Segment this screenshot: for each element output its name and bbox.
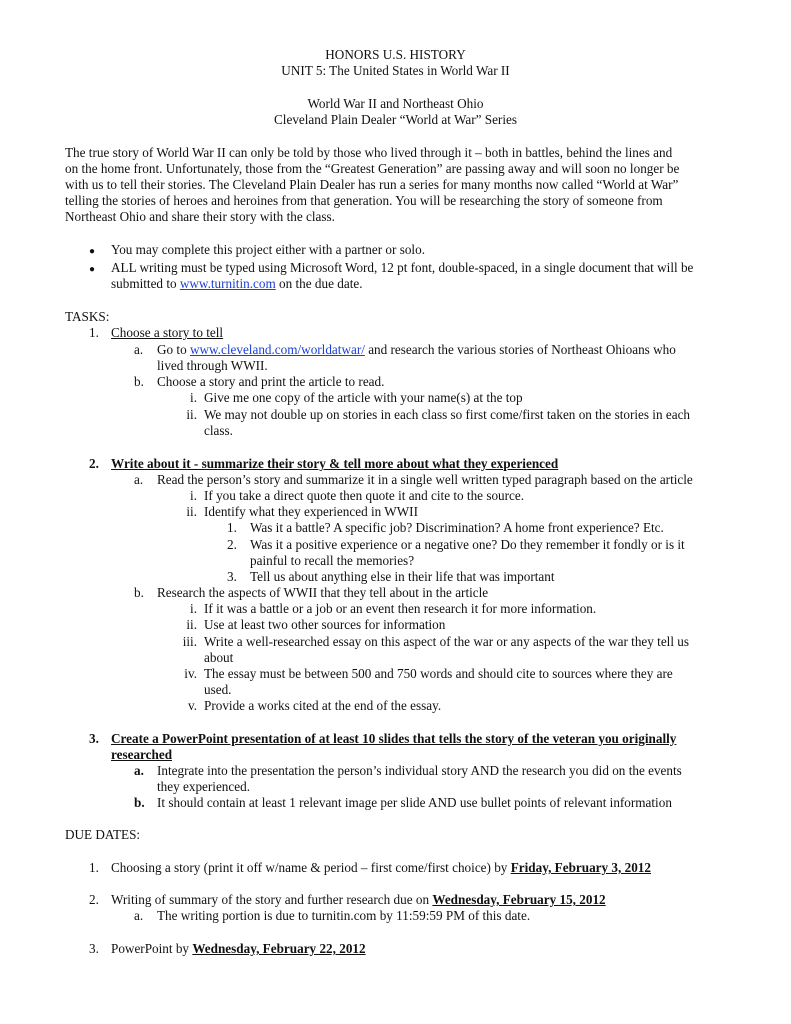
due-date-3	[111, 941, 366, 957]
item-label: b.	[134, 374, 144, 389]
due-text: Writing of summary of the story and further research due on	[111, 892, 433, 907]
bullet-text-part: on the due date.	[275, 276, 363, 291]
task-2-n2-text: painful to recall the memories?	[250, 553, 415, 568]
intro-line: on the home front. Unfortunately, those from the “Greatest Generation” are passing away and will soon no longer be	[65, 161, 680, 176]
task-2-a-text: Read the person’s story and summarize it in a single well written typed paragraph based on the article	[157, 472, 693, 487]
task-2-n1-text: Was it a battle? A specific job? Discrimination? A home front experience? Etc.	[250, 520, 664, 535]
item-label: i.	[190, 390, 197, 405]
due-number: 3.	[89, 941, 99, 956]
item-label: i.	[190, 601, 197, 616]
item-label: 1.	[227, 520, 237, 535]
task-number: 1.	[89, 325, 99, 340]
turnitin-link[interactable]: www.turnitin.com	[179, 276, 276, 291]
task-3-a-text: Integrate into the presentation the person’s individual story AND the research you did on the events	[157, 763, 682, 778]
task-3-title: Create a PowerPoint presentation of at least 10 slides that tells the story of the veteran you originally	[111, 731, 677, 746]
item-label: iii.	[182, 634, 197, 649]
task-2-a-ii-text: Identify what they experienced in WWII	[204, 504, 418, 519]
task-1-i-text: Give me one copy of the article with your name(s) at the top	[204, 390, 523, 405]
due-text: PowerPoint by	[111, 941, 193, 956]
bullet-text: ALL writing must be typed using Microsoft Word, 12 pt font, double-spaced, in a single document that will be	[111, 260, 694, 275]
task-1-ii-text: We may not double up on stories in each class so first come/first taken on the stories in each	[204, 407, 691, 422]
task-3-b-text: It should contain at least 1 relevant image per slide AND use bullet points of relevant information	[157, 795, 672, 810]
item-label: v.	[187, 698, 197, 713]
due-text: Choosing a story (print it off w/name & period – first come/first choice) by	[111, 860, 511, 875]
tasks-heading: TASKS:	[65, 309, 110, 324]
item-label: a.	[134, 908, 144, 923]
intro-line: with us to tell their stories. The Cleveland Plain Dealer has run a series for many months now called “World at War”	[65, 177, 679, 192]
item-label: b.	[134, 795, 145, 810]
task-2-b-i-text: If it was a battle or a job or an event then research it for more information.	[204, 601, 597, 616]
item-label: a.	[134, 342, 144, 357]
text-part: and research the various stories of Northeast Ohioans who	[364, 342, 676, 357]
series-title: Cleveland Plain Dealer “World at War” Series	[274, 112, 517, 127]
due-number: 1.	[89, 860, 99, 875]
due-number: 2.	[89, 892, 99, 907]
task-1-a-text: lived through WWII.	[157, 358, 268, 373]
worldatwar-link[interactable]: www.cleveland.com/worldatwar/	[189, 342, 365, 357]
task-2-title: Write about it - summarize their story & tell more about what they experienced	[111, 456, 559, 471]
due-dates-heading: DUE DATES:	[65, 827, 141, 842]
text-part: Go to	[157, 342, 190, 357]
task-number: 3.	[89, 731, 99, 746]
due-date-value: Wednesday, February 22, 2012	[192, 941, 366, 956]
item-label: iv.	[184, 666, 197, 681]
due-date-2	[111, 892, 606, 908]
item-label: 2.	[227, 537, 237, 552]
bullet-text: You may complete this project either with a partner or solo.	[111, 242, 425, 257]
unit-title: UNIT 5: The United States in World War II	[281, 63, 510, 78]
task-2-b-iv-text: The essay must be between 500 and 750 words and should cite to sources where they are	[204, 666, 673, 681]
item-label: b.	[134, 585, 144, 600]
item-label: i.	[190, 488, 197, 503]
task-2-a-i-text: If you take a direct quote then quote it and cite to the source.	[204, 488, 525, 503]
task-2-b-ii-text: Use at least two other sources for information	[204, 617, 446, 632]
task-1-a-text	[157, 342, 676, 358]
task-1-b-text: Choose a story and print the article to read.	[157, 374, 385, 389]
bullet-icon: ●	[89, 264, 96, 275]
bullet-text-part: submitted to	[111, 276, 180, 291]
intro-line: Northeast Ohio and share their story with the class.	[65, 209, 335, 224]
task-2-b-v-text: Provide a works cited at the end of the essay.	[204, 698, 442, 713]
task-2-b-iii-text: about	[204, 650, 234, 665]
task-2-b-iv-text: used.	[204, 682, 232, 697]
task-2-n3-text: Tell us about anything else in their life that was important	[250, 569, 555, 584]
item-label: ii.	[186, 617, 197, 632]
task-number: 2.	[89, 456, 99, 471]
task-2-b-text: Research the aspects of WWII that they tell about in the article	[157, 585, 489, 600]
item-label: a.	[134, 763, 144, 778]
item-label: ii.	[186, 504, 197, 519]
task-2-n2-text: Was it a positive experience or a negative one? Do they remember it fondly or is it	[250, 537, 685, 552]
task-3-a-text: they experienced.	[157, 779, 250, 794]
item-label: ii.	[186, 407, 197, 422]
task-2-b-iii-text: Write a well-researched essay on this aspect of the war or any aspects of the war they tell us	[204, 634, 690, 649]
task-1-ii-text: class.	[204, 423, 233, 438]
due-date-value: Wednesday, February 15, 2012	[432, 892, 606, 907]
due-date-1	[111, 860, 651, 876]
item-label: 3.	[227, 569, 237, 584]
item-label: a.	[134, 472, 144, 487]
task-1-title: Choose a story to tell	[111, 325, 224, 340]
project-title: World War II and Northeast Ohio	[307, 96, 484, 111]
due-date-value: Friday, February 3, 2012	[510, 860, 651, 875]
bullet-icon: ●	[89, 246, 96, 257]
course-title: HONORS U.S. HISTORY	[325, 47, 466, 62]
due-date-2-a-text: The writing portion is due to turnitin.com by 11:59:59 PM of this date.	[157, 908, 531, 923]
bullet-text	[111, 276, 363, 292]
intro-line: telling the stories of heroes and heroines from that generation. You will be researching the story of someone from	[65, 193, 663, 208]
intro-line: The true story of World War II can only be told by those who lived through it – both in battles, behind the lines and	[65, 145, 673, 160]
task-3-title: researched	[111, 747, 173, 762]
